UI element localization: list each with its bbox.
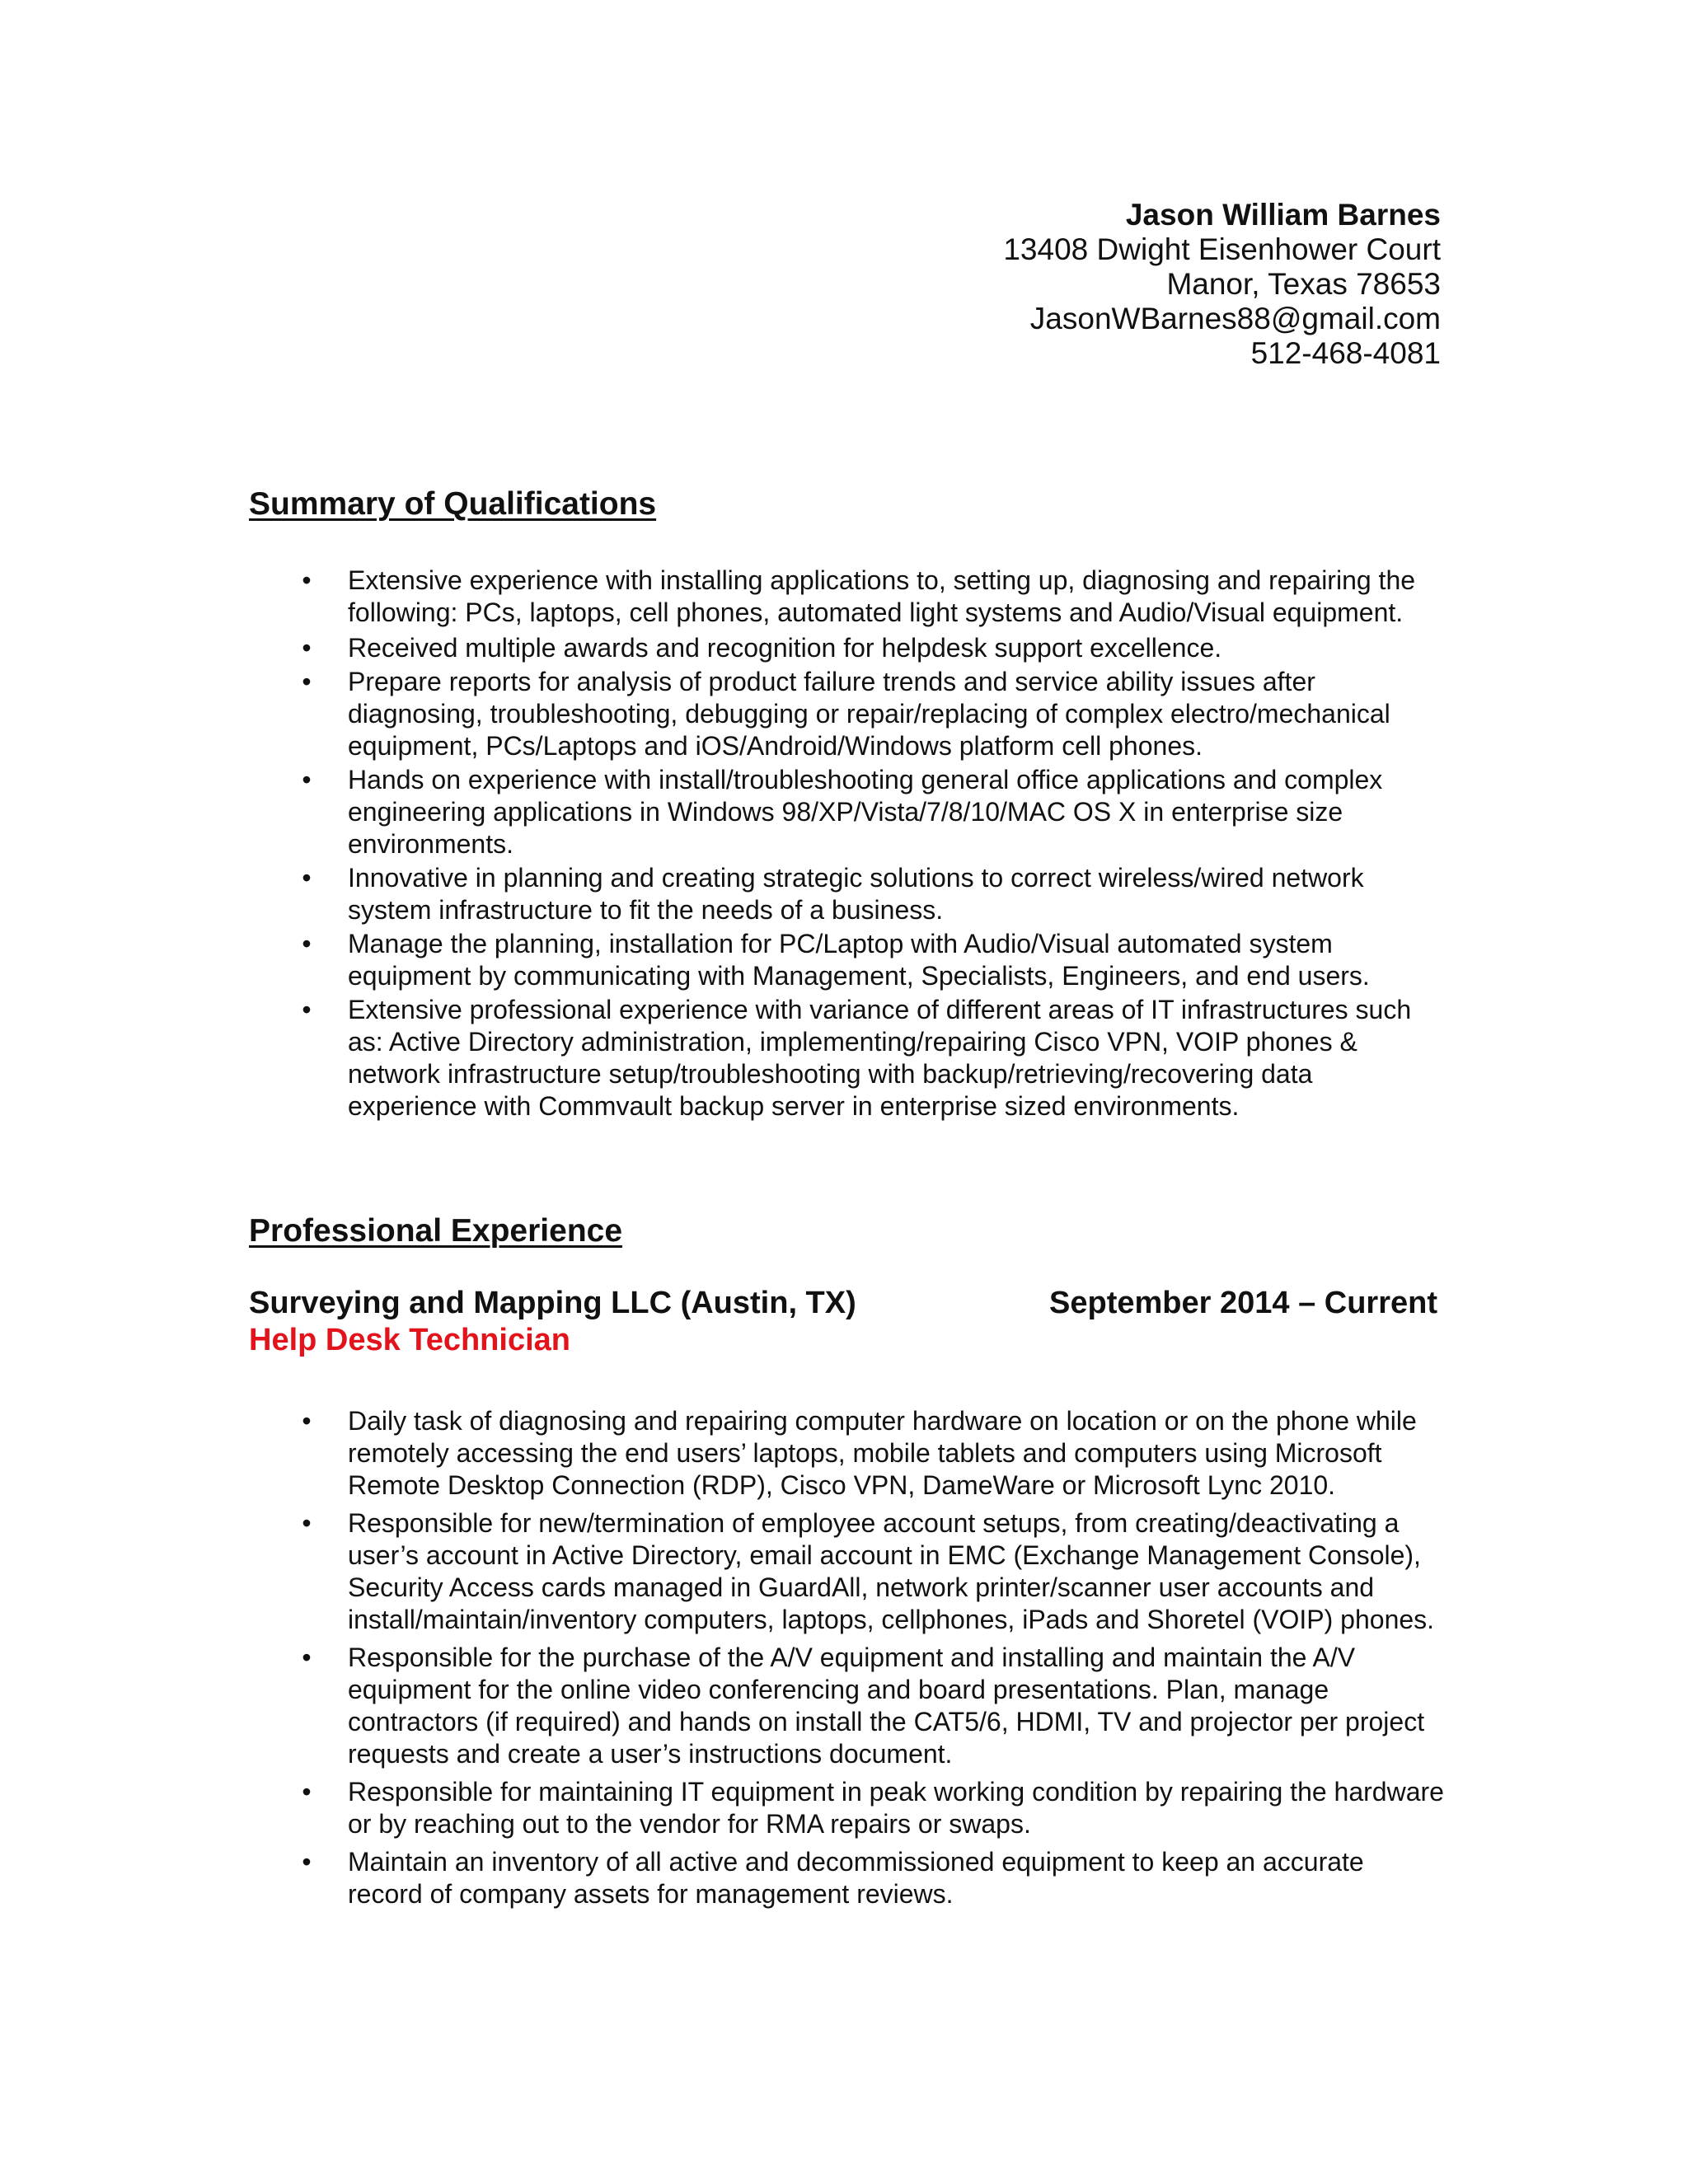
contact-name: Jason William Barnes (1125, 198, 1441, 232)
bullet-icon: • (302, 565, 312, 595)
contact-email: JasonWBarnes88@gmail.com (1029, 302, 1441, 335)
summary-heading: Summary of Qualifications (249, 486, 657, 522)
summary-item (249, 928, 1444, 992)
summary-item-text: Extensive experience with installing applications to, setting up, diagnosing and repairing the following: PCs, laptops, cell phones, automated light systems and Audio/Visual equipment. (348, 565, 1416, 627)
job-duty-text: Responsible for maintaining IT equipment in peak working condition by repairing the hardware or by reaching out to the vendor for RMA repairs or swaps. (348, 1777, 1444, 1839)
bullet-icon: • (302, 765, 312, 794)
job-duty-item (249, 1642, 1444, 1770)
contact-street: 13408 Dwight Eisenhower Court (1003, 232, 1441, 266)
bullet-icon: • (302, 1643, 312, 1672)
job-duty-item (249, 1846, 1444, 1910)
job-duty-item (249, 1776, 1444, 1840)
summary-item-text: Extensive professional experience with variance of different areas of IT infrastructures such as: Active Directory administration, implementing/repairing Cisco VPN, VOIP phones & network infrastructure setup/troubleshooting with backup/retrieving/recovering data experience with Commvault backup server in enterprise sized environments. (348, 995, 1412, 1121)
job-title: Help Desk Technician (249, 1323, 570, 1357)
bullet-icon: • (302, 863, 312, 893)
summary-item (249, 666, 1444, 762)
job-company: Surveying and Mapping LLC (Austin, TX) (249, 1286, 856, 1320)
bullet-icon: • (302, 1847, 312, 1877)
job-duty-text: Responsible for the purchase of the A/V equipment and installing and maintain the A/V equipment for the online video conferencing and board presentations. Plan, manage contractors (if required) and hands on install the CAT5/6, HDMI, TV and projector per project requests and create a user’s instructions document. (348, 1643, 1425, 1769)
job-duty-item (249, 1507, 1444, 1636)
summary-item (249, 994, 1444, 1122)
contact-block (1003, 198, 1441, 371)
summary-item (249, 764, 1444, 860)
summary-item (249, 565, 1444, 629)
bullet-icon: • (302, 929, 312, 958)
job-duty-text: Maintain an inventory of all active and decommissioned equipment to keep an accurate record of company assets for management reviews. (348, 1847, 1364, 1909)
contact-city-state-zip: Manor, Texas 78653 (1166, 267, 1441, 301)
job-duty-text: Daily task of diagnosing and repairing computer hardware on location or on the phone while remotely accessing the end users’ laptops, mobile tablets and computers using Microsoft Remote Desktop Connection (RDP), Cisco VPN, DameWare or Microsoft Lync 2010. (348, 1406, 1417, 1500)
bullet-icon: • (302, 995, 312, 1024)
job-dates: September 2014 – Current (1049, 1286, 1437, 1320)
summary-item-text: Innovative in planning and creating strategic solutions to correct wireless/wired network system infrastructure to fit the needs of a business. (348, 863, 1364, 925)
summary-item-text: Manage the planning, installation for PC/Laptop with Audio/Visual automated system equipment by communicating with Management, Specialists, Engineers, and end users. (348, 929, 1370, 991)
contact-phone: 512-468-4081 (1250, 336, 1441, 370)
job-duty-text: Responsible for new/termination of employee account setups, from creating/deactivating a user’s account in Active Directory, email account in EMC (Exchange Management Console), Security Access cards managed in GuardAll, network printer/scanner user accounts and install/maintain/inventory computers, laptops, cellphones, iPads and Shoretel (VOIP) phones. (348, 1508, 1435, 1634)
experience-heading: Professional Experience (249, 1213, 623, 1249)
summary-list (249, 565, 1444, 1122)
summary-item-text: Hands on experience with install/troubleshooting general office applications and complex engineering applications in Windows 98/XP/Vista/7/8/10/MAC OS X in enterprise size environments. (348, 765, 1383, 859)
summary-item (249, 862, 1444, 926)
job-duties-list (249, 1405, 1444, 1910)
bullet-icon: • (302, 1406, 312, 1436)
bullet-icon: • (302, 1777, 312, 1807)
job-duty-item (249, 1405, 1444, 1502)
summary-item-text: Received multiple awards and recognition for helpdesk support excellence. (348, 633, 1222, 663)
bullet-icon: • (302, 633, 312, 663)
bullet-icon: • (302, 667, 312, 696)
summary-item (249, 632, 1444, 664)
bullet-icon: • (302, 1508, 312, 1538)
summary-item-text: Prepare reports for analysis of product failure trends and service ability issues after diagnosing, troubleshooting, debugging or repair/replacing of complex electro/mechanical equipment, PCs/Laptops and iOS/Android/Windows platform cell phones. (348, 667, 1390, 761)
